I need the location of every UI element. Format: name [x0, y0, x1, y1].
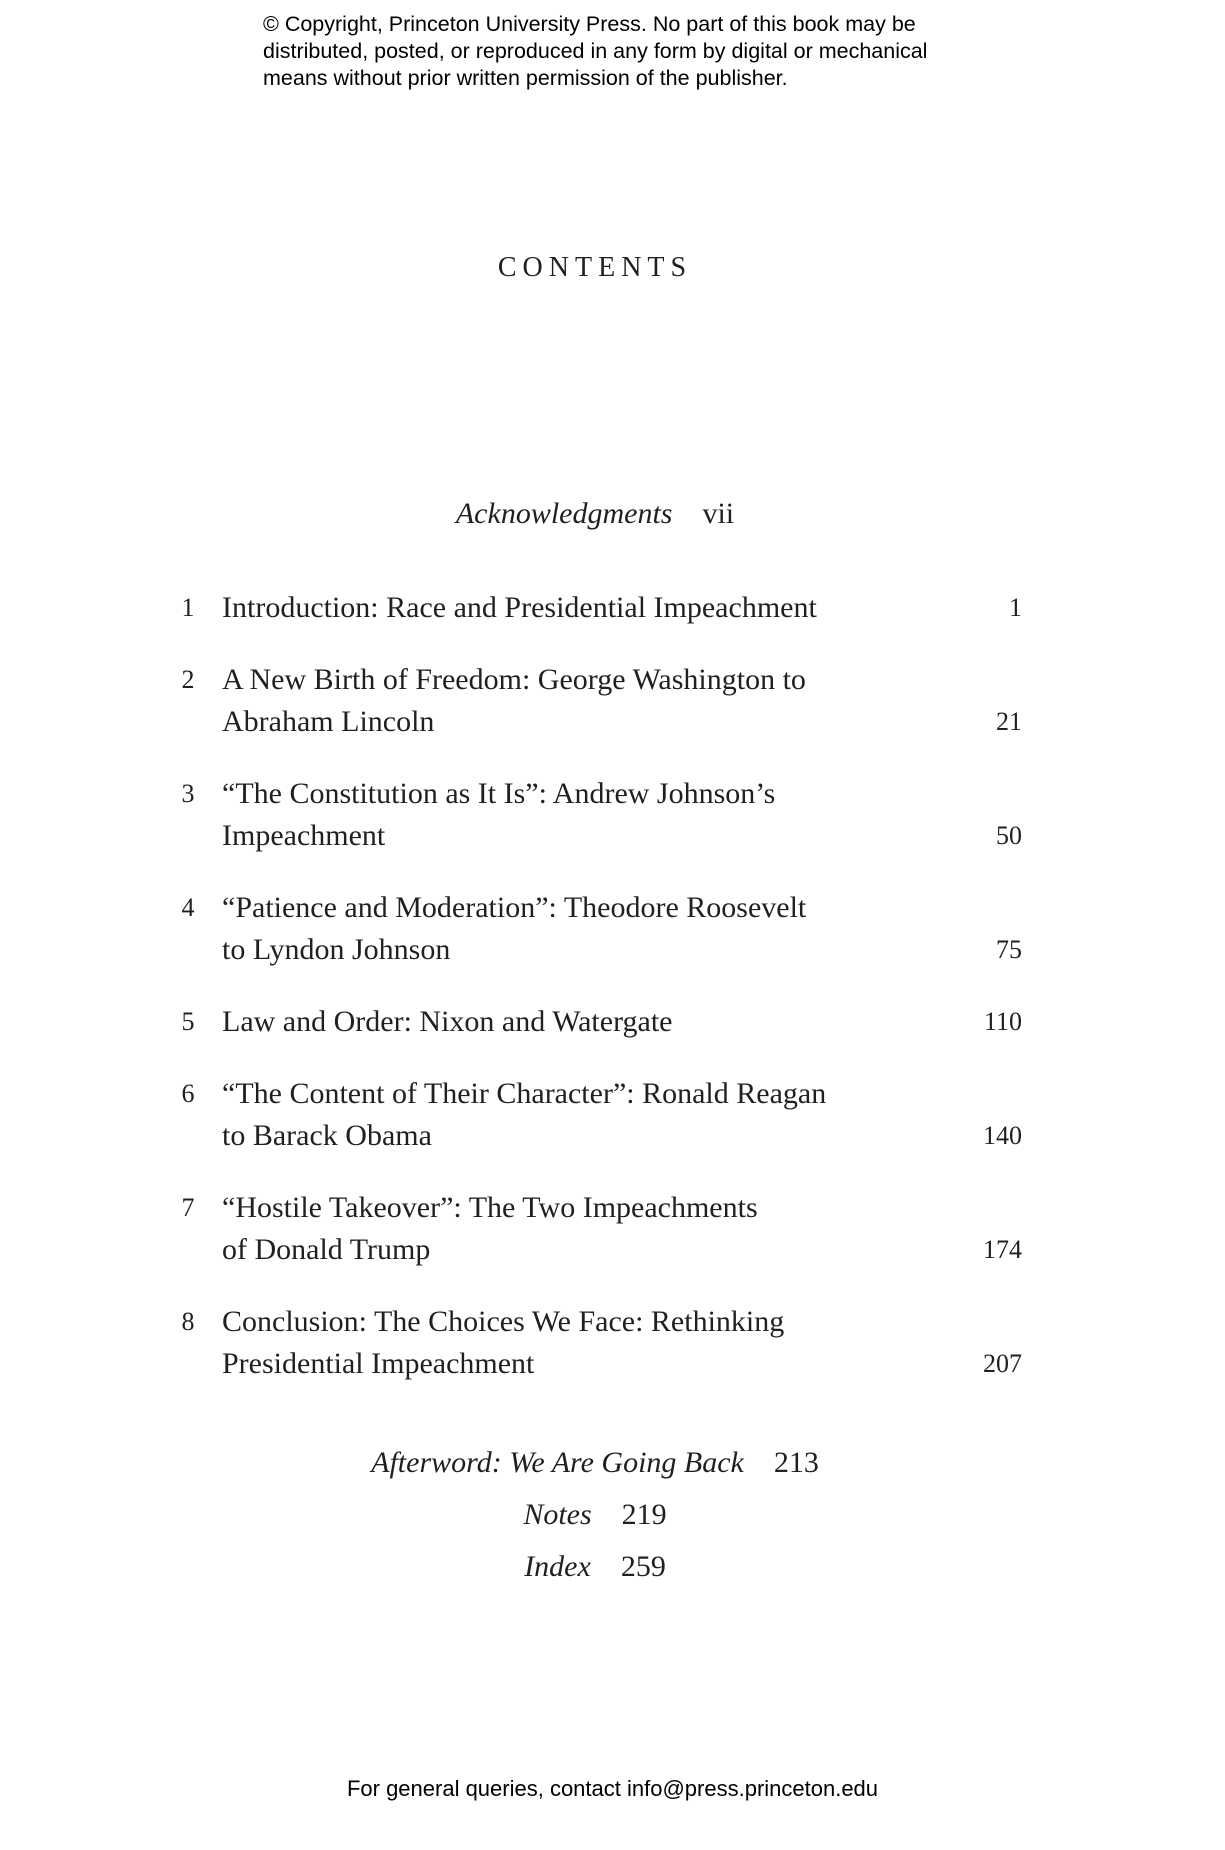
chapter-number: 8 [181, 1307, 195, 1336]
chapter-page: 174 [983, 1235, 1022, 1264]
chapter-number: 6 [181, 1079, 195, 1108]
chapter-title-line: of Donald Trump [222, 1233, 431, 1266]
toc-entry-afterword[interactable] [0, 1446, 1190, 1480]
chapter-title-line: “The Content of Their Character”: Ronald Reagan [222, 1077, 827, 1110]
toc-entry-page: 219 [621, 1498, 667, 1531]
toc-chapter-3[interactable] [176, 773, 1022, 857]
chapter-title-line: Abraham Lincoln [222, 705, 435, 738]
chapter-title-line: Impeachment [222, 819, 386, 852]
copyright-line: means without prior written permission of the publisher. [263, 66, 788, 90]
copyright-line: © Copyright, Princeton University Press. No part of this book may be [263, 12, 916, 36]
chapter-page: 75 [996, 935, 1022, 964]
chapter-title [222, 1073, 826, 1157]
toc-chapter-1[interactable] [176, 587, 1022, 629]
chapter-title-line: “Hostile Takeover”: The Two Impeachments [222, 1191, 758, 1224]
toc-chapter-5[interactable] [176, 1001, 1022, 1043]
chapter-title [222, 1187, 758, 1271]
toc-chapter-6[interactable] [176, 1073, 1022, 1157]
chapter-title [222, 773, 775, 857]
toc-entry-title: Acknowledgments [455, 497, 673, 530]
chapter-number: 5 [181, 1007, 195, 1036]
chapter-title [222, 1301, 784, 1385]
toc-entry-page: 213 [773, 1446, 819, 1479]
chapter-number: 4 [181, 893, 195, 922]
chapter-title-line: to Barack Obama [222, 1119, 432, 1152]
chapter-title-line: Introduction: Race and Presidential Impeachment [222, 591, 817, 624]
chapter-number: 7 [181, 1193, 195, 1222]
chapter-title [222, 1001, 672, 1043]
chapter-number: 3 [181, 779, 195, 808]
toc-entry-page: 259 [620, 1550, 666, 1583]
chapter-title-line: to Lyndon Johnson [222, 933, 451, 966]
chapter-number: 1 [181, 593, 195, 622]
toc-chapter-8[interactable] [176, 1301, 1022, 1385]
toc-chapter-4[interactable] [176, 887, 1022, 971]
toc-chapter-7[interactable] [176, 1187, 1022, 1271]
chapter-title [222, 887, 806, 971]
toc-entry-notes[interactable] [0, 1498, 1190, 1532]
chapter-page: 21 [996, 707, 1022, 736]
chapter-page: 50 [996, 821, 1022, 850]
chapter-title [222, 587, 817, 629]
chapter-page: 110 [983, 1007, 1022, 1036]
chapter-number: 2 [181, 665, 195, 694]
toc-entry-acknowledgments[interactable] [0, 497, 1190, 531]
chapter-page: 1 [1009, 593, 1022, 622]
chapter-title-line: Presidential Impeachment [222, 1347, 535, 1380]
toc-entry-title: Afterword: We Are Going Back [371, 1446, 744, 1479]
chapter-title-line: “Patience and Moderation”: Theodore Roosevelt [222, 891, 807, 924]
chapter-page: 207 [983, 1349, 1022, 1378]
chapter-title-line: A New Birth of Freedom: George Washington to [222, 663, 806, 696]
toc-entry-index[interactable] [0, 1550, 1190, 1584]
toc-entry-title: Notes [523, 1498, 592, 1531]
chapter-title [222, 659, 806, 743]
toc-chapter-2[interactable] [176, 659, 1022, 743]
copyright-notice [263, 11, 1023, 92]
toc-entry-title: Index [524, 1550, 591, 1583]
footer-contact: For general queries, contact info@press.princeton.edu [346, 1776, 879, 1801]
chapter-title-line: Conclusion: The Choices We Face: Rethinking [222, 1305, 785, 1338]
chapter-title-line: Law and Order: Nixon and Watergate [222, 1005, 673, 1038]
copyright-line: distributed, posted, or reproduced in any form by digital or mechanical [263, 39, 928, 63]
toc-entry-page: vii [702, 497, 735, 530]
contents-heading: CONTENTS [497, 252, 693, 283]
chapter-page: 140 [983, 1121, 1022, 1150]
chapter-title-line: “The Constitution as It Is”: Andrew Johnson’s [222, 777, 776, 810]
